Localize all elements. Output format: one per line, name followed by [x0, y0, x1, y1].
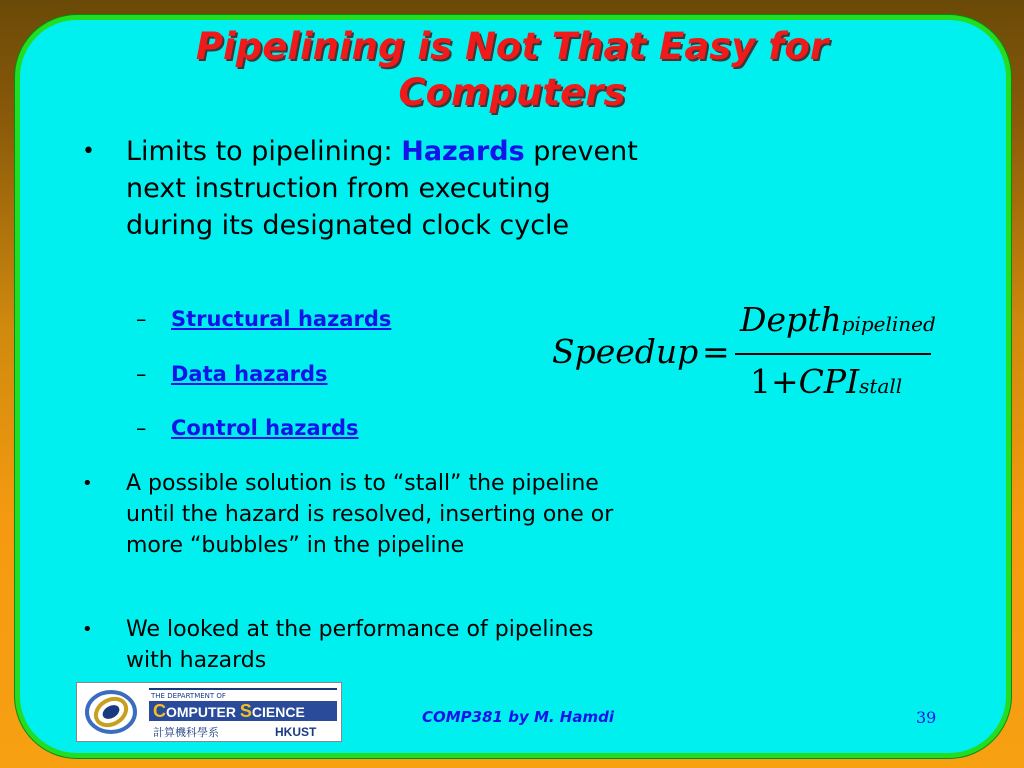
formula-numerator [740, 300, 936, 339]
bullet-dot: • [82, 139, 95, 164]
bullet-text-after: prevent next instruction from executing during its designated clock cycle [126, 136, 638, 241]
logo-chinese-name: 計算機科學系 [153, 726, 219, 739]
bullet-item [82, 133, 642, 244]
numerator-main: Depth [740, 300, 842, 339]
data-hazards-link[interactable]: Data hazards [171, 362, 328, 386]
logo-hkust: HKUST [275, 725, 317, 739]
denominator-plus: + [771, 362, 799, 401]
logo-emblem-icon [87, 692, 135, 732]
hazards-highlight: Hazards [401, 136, 525, 167]
logo-word-cience: CIENCE [251, 704, 305, 720]
logo-line1: THE DEPARTMENT OF [151, 692, 226, 700]
logo-initial-s: S [239, 701, 252, 721]
footer-text: COMP381 by M. Hamdi [422, 708, 614, 726]
page-number: 39 [916, 708, 937, 727]
bullet-dot: • [82, 473, 93, 494]
denominator-subscript: stall [859, 374, 903, 398]
bullet-text [82, 133, 642, 244]
subbullet-dash: – [136, 307, 147, 331]
subbullet-dash: – [136, 362, 147, 386]
bullet-text: We looked at the performance of pipelines with hazards [126, 617, 594, 673]
formula-equals: = [702, 332, 730, 371]
subbullet-dash: – [136, 416, 147, 440]
formula-lhs: Speedup [552, 332, 699, 371]
denominator-main: CPI [798, 362, 860, 401]
fraction-bar [735, 353, 931, 355]
slide-title: Pipelining is Not That Easy for Computers [195, 25, 829, 114]
bullet-text: A possible solution is to “stall” the pipeline until the hazard is resolved, inserting one or more “bubbles” in the pipeline [126, 471, 614, 558]
svg-text:COMPUTER SCIENCE [153, 701, 305, 721]
bullet-item [82, 614, 642, 676]
denominator-one: 1 [750, 362, 771, 401]
department-logo [76, 682, 342, 742]
bullet-item [82, 468, 642, 561]
structural-hazards-link[interactable]: Structural hazards [171, 307, 392, 331]
control-hazards-link[interactable]: Control hazards [171, 416, 359, 440]
logo-word-omputer: OMPUTER [166, 704, 240, 720]
numerator-subscript: pipelined [841, 312, 936, 336]
department-logo-graphic [77, 683, 341, 741]
logo-initial-c: C [153, 701, 166, 721]
formula-denominator [750, 362, 902, 401]
bullet-text-before: Limits to pipelining: [126, 136, 402, 167]
speedup-formula [552, 300, 952, 410]
bullet-dot: • [82, 619, 93, 640]
